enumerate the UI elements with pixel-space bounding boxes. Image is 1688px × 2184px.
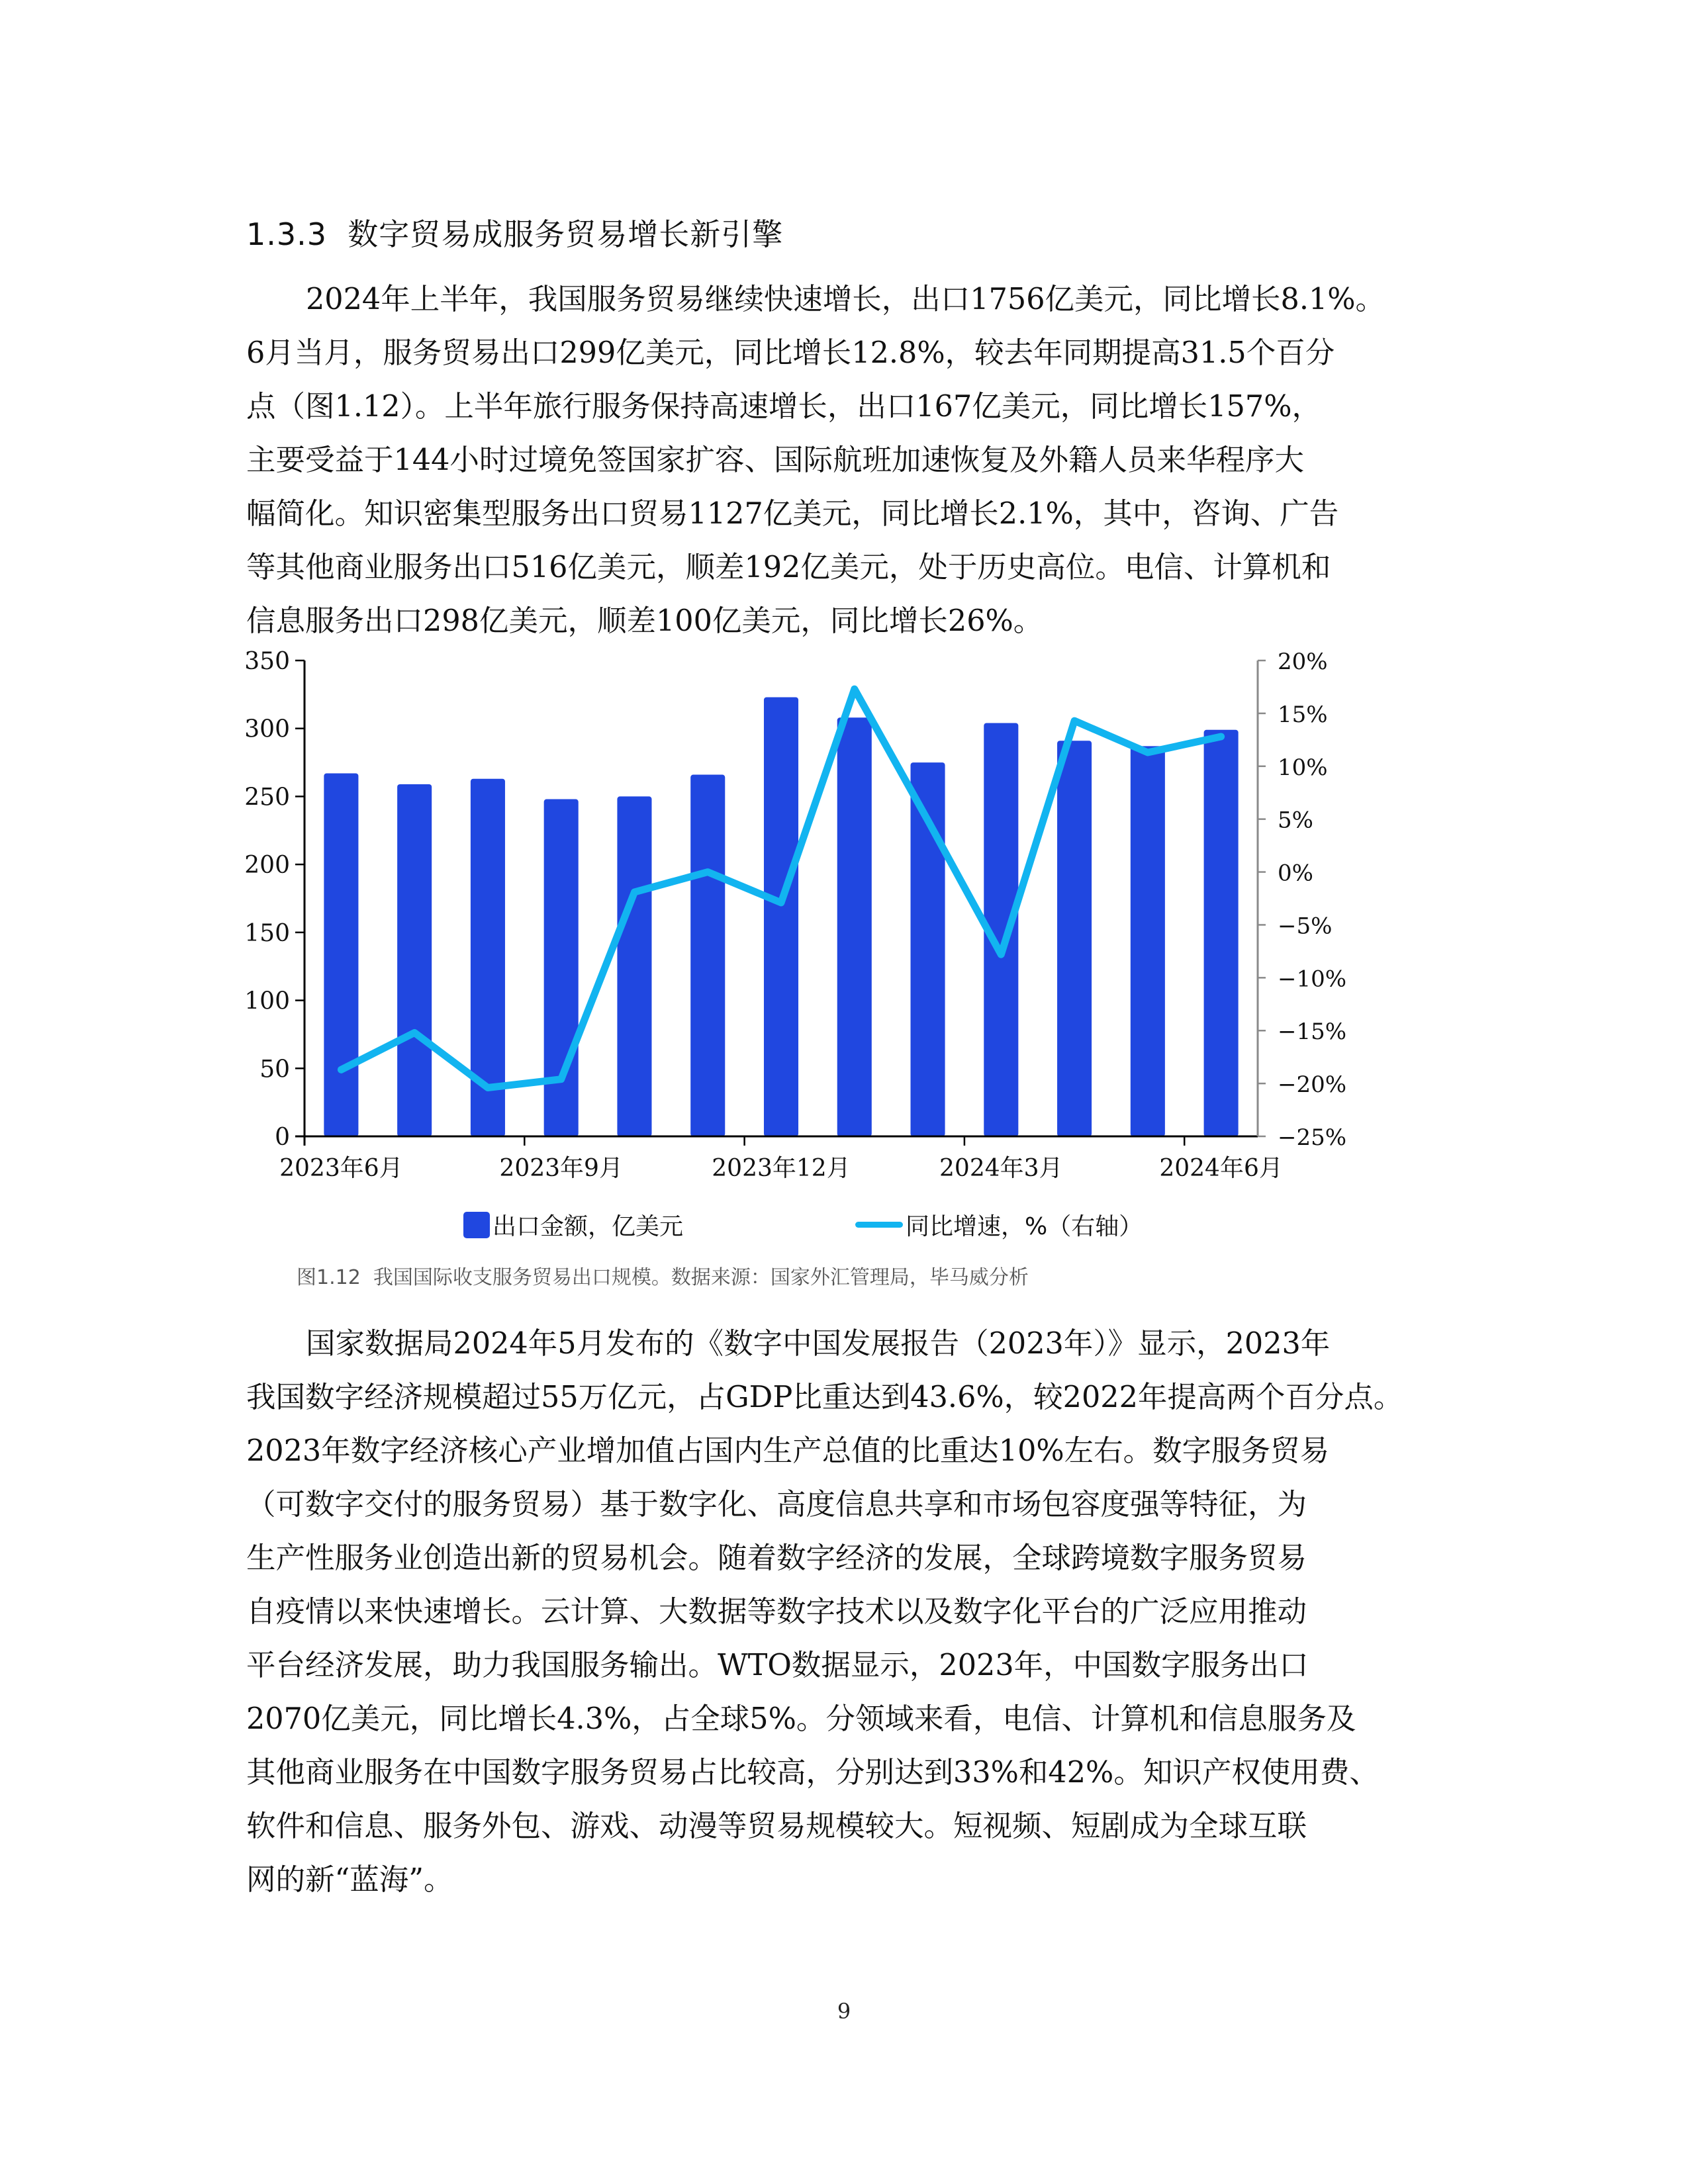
section-number: 1.3.3 (246, 216, 328, 252)
left-axis-tick-label: 200 (245, 852, 290, 880)
paragraph-line: 2070亿美元，同比增长4.3%，占全球5%。分领域来看，电信、计算机和信息服务及 (246, 1702, 1356, 1736)
paragraph-line: 其他商业服务在中国数字服务贸易占比较高，分别达到33%和42%。知识产权使用费、 (246, 1756, 1379, 1790)
right-axis-tick-label: 10% (1278, 754, 1328, 781)
section-heading (246, 210, 783, 254)
page-number: 9 (837, 1999, 851, 2024)
right-axis-tick-label: 0% (1278, 860, 1313, 887)
legend-line-label: 同比增速，%（右轴） (906, 1213, 1143, 1240)
paragraph-line: 生产性服务业创造出新的贸易机会。随着数字经济的发展，全球跨境数字服务贸易 (246, 1541, 1307, 1575)
left-axis-tick-label: 0 (275, 1124, 290, 1151)
bar-export-value (617, 796, 651, 1136)
paragraph-line: 等其他商业服务出口516亿美元，顺差192亿美元，处于历史高位。电信、计算机和 (246, 551, 1331, 584)
section-title-text: 数字贸易成服务贸易增长新引擎 (348, 216, 784, 252)
bar-export-value (544, 799, 579, 1136)
x-axis-tick-label: 2023年9月 (499, 1155, 623, 1182)
right-axis-tick-label: −10% (1278, 966, 1347, 993)
paragraph-line: （可数字交付的服务贸易）基于数字化、高度信息共享和市场包容度强等特征，为 (246, 1488, 1307, 1522)
bar-export-value (1131, 746, 1165, 1136)
bar-export-value (324, 774, 358, 1136)
left-axis-tick-label: 50 (259, 1056, 290, 1083)
left-axis-tick-label: 350 (245, 648, 290, 675)
left-axis-tick-label: 300 (245, 715, 290, 743)
paragraph-line: 2023年数字经济核心产业增加值占国内生产总值的比重达10%左右。数字服务贸易 (246, 1434, 1330, 1468)
x-axis-tick-label: 2024年6月 (1159, 1155, 1283, 1182)
x-axis-tick-label: 2023年6月 (279, 1155, 403, 1182)
bar-export-value (764, 697, 798, 1136)
bar-export-value (837, 717, 872, 1136)
right-axis-tick-label: 15% (1278, 701, 1328, 728)
paragraph-line: 国家数据局2024年5月发布的《数字中国发展报告（2023年）》显示，2023年 (306, 1327, 1331, 1361)
x-axis-tick-label: 2024年3月 (939, 1155, 1063, 1182)
paragraph-service-trade (246, 273, 1438, 648)
paragraph-line: 我国数字经济规模超过55万亿元，占GDP比重达到43.6%，较2022年提高两个百分点。 (246, 1381, 1403, 1414)
paragraph-line: 自疫情以来快速增长。云计算、大数据等数字技术以及数字化平台的广泛应用推动 (246, 1595, 1307, 1629)
paragraph-line: 网的新“蓝海”。 (246, 1863, 453, 1897)
paragraph-digital-trade (246, 1317, 1438, 1907)
right-axis-tick-label: −5% (1278, 913, 1333, 940)
paragraph-line: 6月当月，服务贸易出口299亿美元，同比增长12.8%，较去年同期提高31.5个百分 (246, 336, 1335, 370)
figure-caption: 图1.12 我国国际收支服务贸易出口规模。数据来源：国家外汇管理局，毕马威分析 (297, 1266, 1029, 1289)
bar-export-value (690, 775, 725, 1136)
paragraph-line: 主要受益于144小时过境免签国家扩容、国际航班加速恢复及外籍人员来华程序大 (246, 443, 1304, 477)
right-axis-tick-label: −25% (1278, 1124, 1347, 1151)
bar-swatch-icon (463, 1212, 490, 1238)
paragraph-line: 软件和信息、服务外包、游戏、动漫等贸易规模较大。短视频、短剧成为全球互联 (246, 1809, 1307, 1843)
paragraph-line: 信息服务出口298亿美元，顺差100亿美元，同比增长26%。 (246, 604, 1043, 638)
x-axis-tick-label: 2023年12月 (712, 1155, 851, 1182)
right-axis-tick-label: −20% (1278, 1071, 1347, 1099)
legend-item-bar (463, 1208, 683, 1242)
export-chart (245, 645, 1436, 1240)
legend-item-line (855, 1208, 1143, 1242)
combo-bar-line-chart (245, 645, 1436, 1201)
right-axis-tick-label: 5% (1278, 807, 1313, 834)
paragraph-line: 2024年上半年，我国服务贸易继续快速增长，出口1756亿美元，同比增长8.1%。 (306, 283, 1385, 316)
bar-export-value (1057, 741, 1092, 1136)
right-axis-tick-label: −15% (1278, 1019, 1347, 1046)
bar-export-value (1204, 730, 1239, 1136)
bar-export-value (397, 784, 432, 1136)
line-swatch-icon (855, 1222, 903, 1228)
chart-legend (245, 1208, 1436, 1248)
left-axis-tick-label: 150 (245, 919, 290, 947)
paragraph-line: 平台经济发展，助力我国服务输出。WTO数据显示，2023年，中国数字服务出口 (246, 1649, 1309, 1682)
paragraph-line: 幅简化。知识密集型服务出口贸易1127亿美元，同比增长2.1%，其中，咨询、广告 (246, 497, 1339, 531)
left-axis-tick-label: 100 (245, 987, 290, 1015)
legend-bar-label: 出口金额，亿美元 (492, 1213, 684, 1240)
right-axis-tick-label: 20% (1278, 649, 1328, 675)
paragraph-line: 点（图1.12）。上半年旅行服务保持高速增长，出口167亿美元，同比增长157%， (246, 390, 1321, 424)
left-axis-tick-label: 250 (245, 784, 290, 811)
